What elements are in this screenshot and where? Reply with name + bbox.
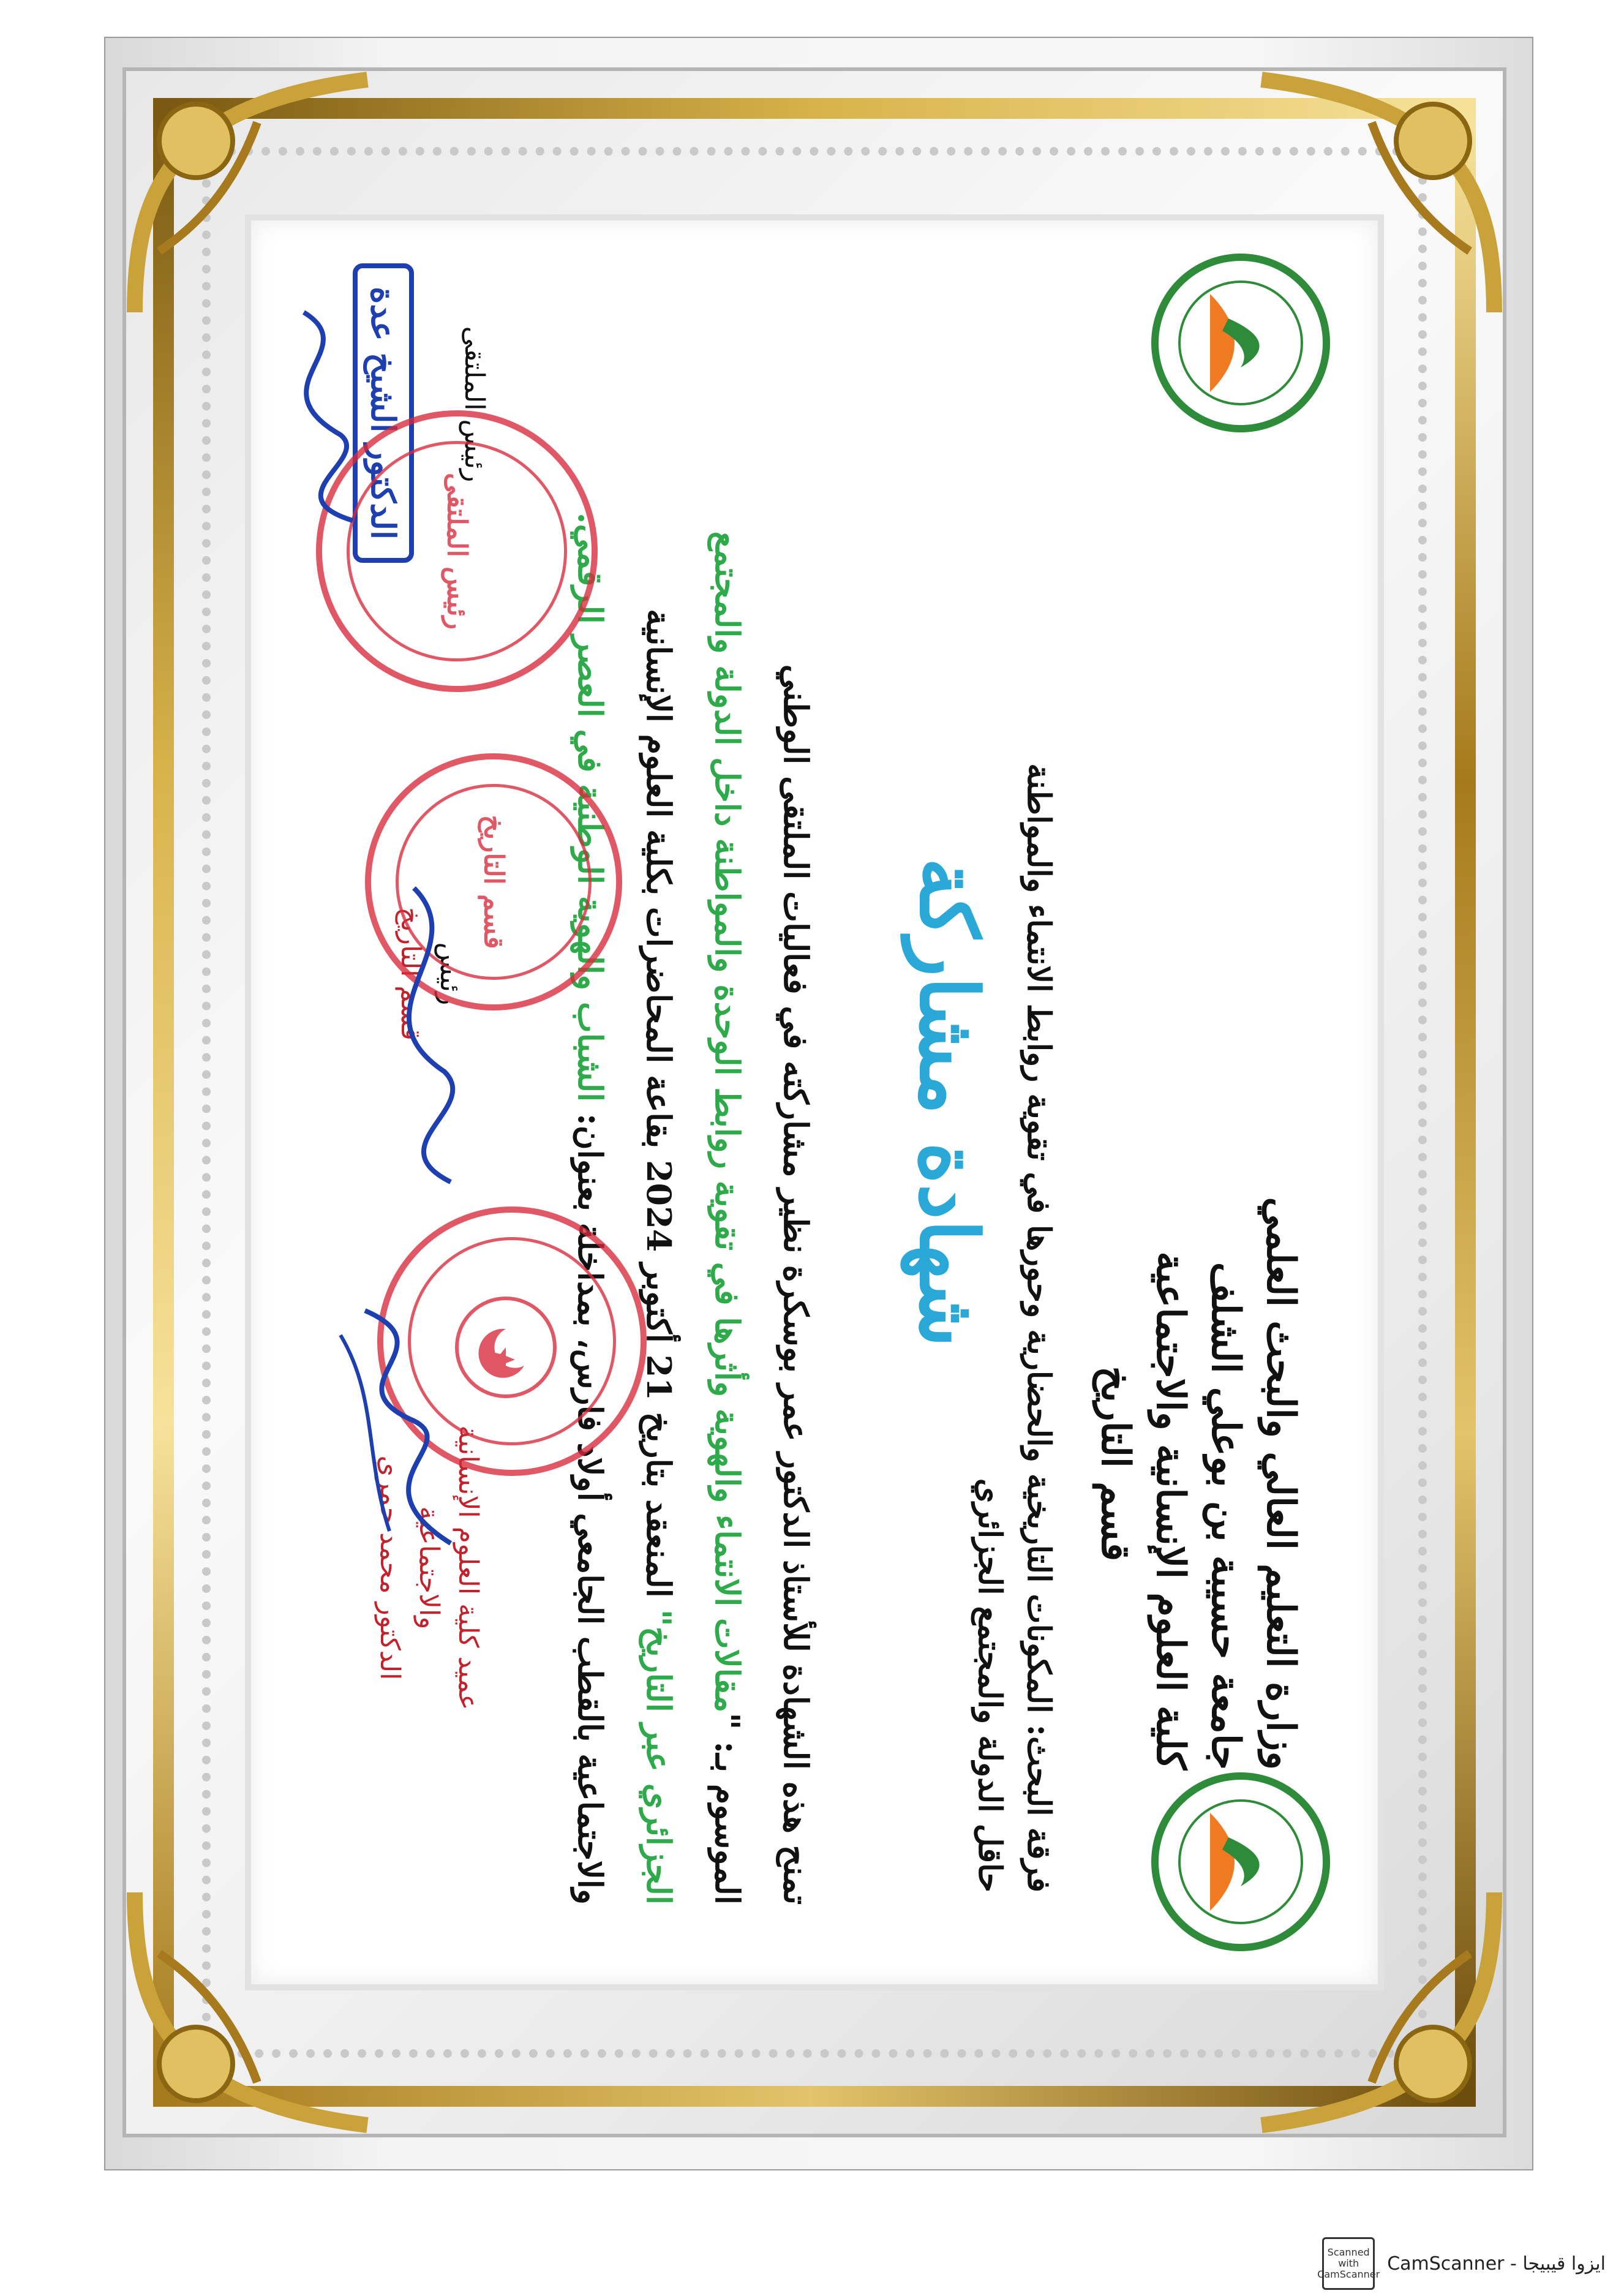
university-name: جامعة حسيبة بن بوعلي الشلف [1203,1262,1249,1770]
certificate-title: شهادة مشاركة [902,857,996,1347]
conference-chair-signature [255,300,377,533]
subtitle-line-2: حاقل الدولة والمجتمع الجزائري [971,1478,1009,1892]
scanner-footer [1317,2237,1606,2290]
dean-title: عميد كلية العلوم الإنسانية [453,1425,484,1711]
dean-signature [316,1298,487,1556]
faculty-name: كلية العلوم الإنسانية والاجتماعية [1148,1251,1194,1770]
department-name: قسم التاريخ [1092,1366,1138,1562]
university-logo-bottom [1149,251,1333,435]
body-line-1: تمنح هذه الشهادة للأستاذ الدكتور عمر بوسكرة نظير مشاركته في فعاليات الملتقى الوطني [776,664,816,1905]
event-title-part-1: مقالات الانتماء والهوية وأثرها في تقوية روابط الوحدة والمواطنة داخل الدولة والمجتمع [708,531,747,1713]
paper-title: الشباب والهوية الوطنية في العصر الرقمي. [571,512,610,1102]
camscanner-text: CamScanner - ايزوا قيبيجا [1387,2253,1606,2275]
ministry-name: وزارة التعليم العالي والبحث العلمي [1258,1197,1304,1770]
dean-subtitle: والاجتماعية [413,1506,445,1630]
event-title-part-2: الجزائري عبر التاريخ" [639,1609,679,1905]
chair-name-stamp: الدكتور الشيخ عدة [353,263,414,563]
department-head-title: رئيس [434,942,465,1006]
body-line-2 [693,312,762,1905]
department-head-signature [340,876,500,1194]
conference-stamp-text: رئيس الملتقى [441,472,473,630]
department-head-dept: قسم التاريخ [395,907,426,1041]
camscanner-badge: Scanned with CamScanner [1322,2237,1375,2290]
certificate-content [255,227,1369,1978]
university-logo-top [1149,1770,1333,1954]
body-line-3 [625,312,693,1905]
body-line-4-prefix: والاجتماعية بالقطب الجامعي أولاد فارس، بمداخلة بعنوان: [571,1102,610,1905]
conference-chair-title: رئيس الملتقى [459,326,490,483]
department-stamp-text: قسم التاريخ [478,815,509,949]
institution-header [1088,913,1308,1770]
body-line-2-prefix: الموسوم بـ: " [708,1712,747,1905]
body-line-3-rest: المنعقد بتاريخ 21 أكتوبر 2024 بقاعة المحاضرات بكلية العلوم الإنسانية [639,609,679,1598]
dean-name: الدكتور محمد حمري [374,1455,405,1681]
subtitle-line-1: فرقة البحث: المكونات التاريخية والحضارية وحورها في تقوية روابط الانتماء والمواطنة [1020,763,1058,1892]
